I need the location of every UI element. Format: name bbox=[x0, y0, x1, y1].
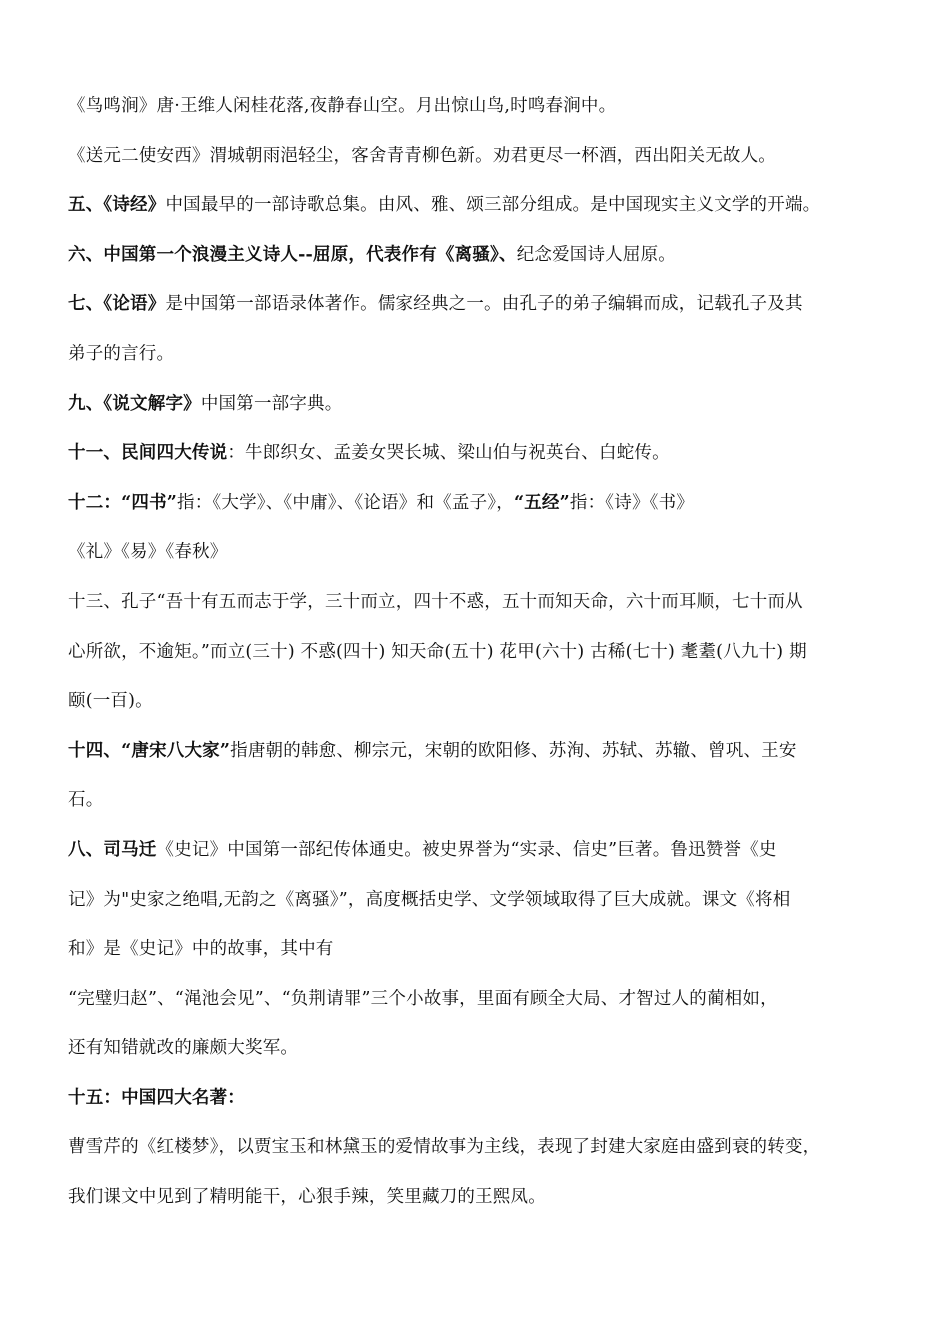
text-run: 纪念爱国诗人屈原。 bbox=[516, 244, 676, 265]
text-run: 中国第一部字典。 bbox=[200, 393, 343, 414]
text-line bbox=[68, 479, 898, 529]
text-run: 《礼》《易》《春秋》 bbox=[68, 542, 228, 563]
text-line bbox=[68, 231, 898, 281]
text-run: ：牛郎织女、孟姜女哭长城、梁山伯与祝英台、白蛇传。 bbox=[227, 443, 670, 464]
text-run: 石。 bbox=[68, 790, 104, 811]
text-line bbox=[68, 1123, 898, 1173]
bold-heading: 八、司马迁 bbox=[68, 839, 157, 860]
text-run: 十三、孔子“吾十有五而志于学，三十而立，四十不惑，五十而知天命，六十而耳顺，七十而从 bbox=[68, 591, 803, 612]
text-line bbox=[68, 1074, 898, 1124]
bold-heading: 十一、民间四大传说 bbox=[68, 443, 228, 464]
text-line bbox=[68, 876, 898, 926]
text-line bbox=[68, 380, 898, 430]
text-line bbox=[68, 975, 898, 1025]
bold-heading: 七、《论语》 bbox=[68, 294, 166, 315]
text-line bbox=[68, 826, 898, 876]
text-run: 我们课文中见到了精明能干，心狠手辣，笑里藏刀的王熙凤。 bbox=[68, 1187, 546, 1208]
text-line bbox=[68, 727, 898, 777]
text-line bbox=[68, 776, 898, 826]
text-run: 曹雪芹的《红楼梦》，以贾宝玉和林黛玉的爱情故事为主线，表现了封建大家庭由盛到衰的转变， bbox=[68, 1137, 821, 1158]
text-run: 指：《诗》《书》 bbox=[569, 492, 694, 513]
bold-heading: 十二：“四书” bbox=[68, 492, 178, 513]
bold-heading: 九、《说文解字》 bbox=[68, 393, 201, 414]
text-run: 《送元二使安西》渭城朝雨浥轻尘，客舍青青柳色新。劝君更尽一杯酒，西出阳关无故人。 bbox=[68, 145, 776, 166]
bold-heading: 五、《诗经》 bbox=[68, 195, 166, 216]
text-run: 指：《大学》、《中庸》、《论语》和《孟子》， bbox=[177, 492, 514, 513]
text-line bbox=[68, 578, 898, 628]
text-run: “完璧归赵”、“渑池会见”、“负荆请罪”三个小故事，里面有顾全大局、才智过人的蔺相如， bbox=[68, 988, 778, 1009]
text-run: 指唐朝的韩愈、柳宗元，宋朝的欧阳修、苏洵、苏轼、苏辙、曾巩、王安 bbox=[230, 740, 797, 761]
text-run: 和》是《史记》中的故事，其中有 bbox=[68, 939, 334, 960]
text-line bbox=[68, 677, 898, 727]
text-run: 记》为"史家之绝唱,无韵之《离骚》”，高度概括史学、文学领域取得了巨大成就。课文《将相 bbox=[68, 889, 791, 910]
text-run: 是中国第一部语录体著作。儒家经典之一。由孔子的弟子编辑而成，记载孔子及其 bbox=[165, 294, 803, 315]
text-run: 《鸟鸣涧》唐·王维人闲桂花落,夜静春山空。月出惊山鸟,时鸣春涧中。 bbox=[68, 96, 617, 116]
text-run: 中国最早的一部诗歌总集。由风、雅、颂三部分组成。是中国现实主义文学的开端。 bbox=[165, 195, 821, 216]
text-line bbox=[68, 181, 898, 231]
text-line bbox=[68, 330, 898, 380]
text-line bbox=[68, 82, 898, 132]
text-run: 心所欲，不逾矩。”而立(三十) 不惑(四十) 知天命(五十) 花甲(六十) 古稀(七十) 耄耋(八九十) 期 bbox=[68, 641, 807, 662]
bold-term: “五经” bbox=[513, 492, 570, 513]
text-line bbox=[68, 280, 898, 330]
text-line bbox=[68, 429, 898, 479]
text-line bbox=[68, 132, 898, 182]
text-line bbox=[68, 1024, 898, 1074]
text-run: 弟子的言行。 bbox=[68, 343, 175, 364]
document-page bbox=[68, 82, 898, 1223]
text-line bbox=[68, 1173, 898, 1223]
bold-heading: 十五：中国四大名著： bbox=[68, 1087, 245, 1108]
text-run: 《史记》中国第一部纪传体通史。被史界誉为“实录、信史”巨著。鲁迅赞誉《史 bbox=[156, 839, 777, 860]
bold-heading: 六、中国第一个浪漫主义诗人--屈原，代表作有《离骚》、 bbox=[68, 244, 517, 265]
text-line bbox=[68, 925, 898, 975]
text-run: 还有知错就改的廉颇大奖军。 bbox=[68, 1038, 299, 1059]
text-line bbox=[68, 528, 898, 578]
bold-heading: 十四、“唐宋八大家” bbox=[68, 740, 231, 761]
text-run: 颐(一百)。 bbox=[68, 691, 153, 712]
text-line bbox=[68, 628, 898, 678]
